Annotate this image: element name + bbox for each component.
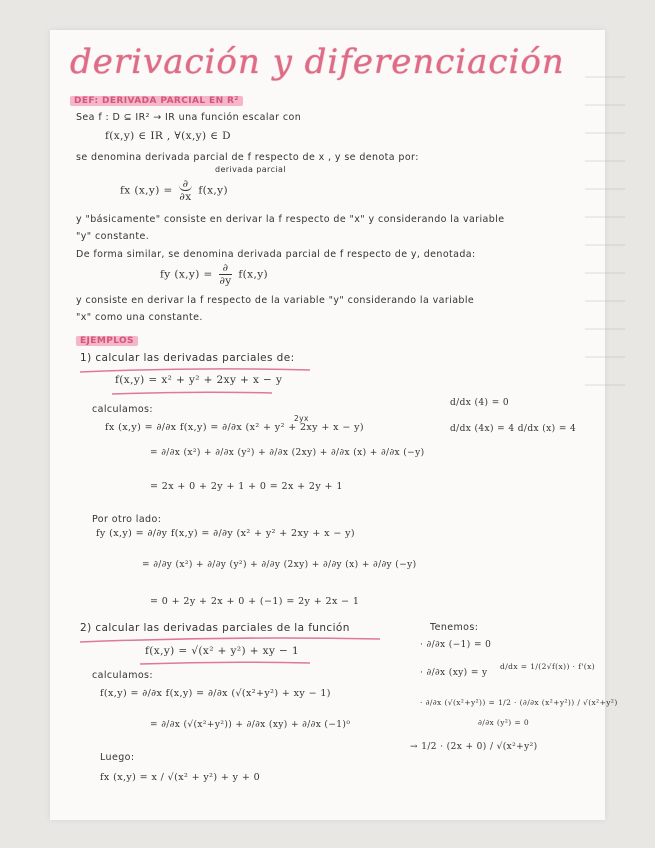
fy-line-3: = 0 + 2y + 2x + 0 + (−1) = 2y + 2x − 1 xyxy=(150,596,360,607)
show-through-lines xyxy=(585,50,625,450)
def-line-8: "x" como una constante. xyxy=(76,312,203,323)
f2-line-2: = ∂/∂x (√(x²+y²)) + ∂/∂x (xy) + ∂/∂x (−1)⁰ xyxy=(150,720,351,730)
underline-4 xyxy=(140,660,310,668)
other-side-label: Por otro lado: xyxy=(92,514,162,525)
fx-line-2: = ∂/∂x (x²) + ∂/∂x (y²) + ∂/∂x (2xy) + ∂/∂x (x) + ∂/∂x (−y) xyxy=(150,448,425,458)
fy-line-1: fy (x,y) = ∂/∂y f(x,y) = ∂/∂y (x² + y² + 2xy + x − y) xyxy=(96,528,356,539)
side-note-2: d/dx (4x) = 4 d/dx (x) = 4 xyxy=(450,424,577,434)
example-2-title: 2) calcular las derivadas parciales de la función xyxy=(80,622,350,634)
page-title: derivación y diferenciación xyxy=(70,42,565,82)
example-1-title: 1) calcular las derivadas parciales de: xyxy=(80,352,295,364)
tenemos-3: · ∂/∂x (√(x²+y²)) = 1/2 · (∂/∂x (x²+y²)) / √(x²+y²) xyxy=(420,698,618,707)
fx-line-1: fx (x,y) = ∂/∂x f(x,y) = ∂/∂x (x² + y² + 2xy + x − y) xyxy=(105,422,364,433)
tenemos-3b: ∂/∂x (y²) = 0 xyxy=(478,718,530,727)
tenemos-2: · ∂/∂x (xy) = y xyxy=(420,668,488,678)
def-formula-y: fy (x,y) = ∂ ∂y f(x,y) xyxy=(160,262,269,287)
def-annotation: derivada parcial xyxy=(215,165,286,174)
f2-line-1: f(x,y) = ∂/∂x f(x,y) = ∂/∂x (√(x²+y²) + xy − 1) xyxy=(100,688,331,699)
underline-2 xyxy=(112,390,272,398)
definition-heading: DEF: DERIVADA PARCIAL EN R² xyxy=(70,96,243,106)
tenemos-4: → 1/2 · (2x + 0) / √(x²+y²) xyxy=(410,742,538,752)
luego-label: Luego: xyxy=(100,752,135,763)
tenemos-2b: d/dx = 1/(2√f(x)) · f'(x) xyxy=(500,662,596,671)
side-note-1: d/dx (4) = 0 xyxy=(450,398,510,408)
fy-line-2: = ∂/∂y (x²) + ∂/∂y (y²) + ∂/∂y (2xy) + ∂/∂y (x) + ∂/∂y (−y) xyxy=(142,560,417,570)
calc-label-1: calculamos: xyxy=(92,404,154,415)
fx-note: 2yx xyxy=(294,414,309,423)
def-line-2: f(x,y) ∈ IR , ∀(x,y) ∈ D xyxy=(105,130,231,142)
f2-result: fx (x,y) = x / √(x² + y²) + y + 0 xyxy=(100,772,261,783)
def-line-4: y "básicamente" consiste en derivar la f respecto de "x" y considerando la variable xyxy=(76,214,505,225)
def-line-5: "y" constante. xyxy=(76,231,150,242)
tenemos-1: · ∂/∂x (−1) = 0 xyxy=(420,640,492,650)
def-line-7: y consiste en derivar la f respecto de la variable "y" considerando la variable xyxy=(76,295,475,306)
calc-label-2: calculamos: xyxy=(92,670,154,681)
tenemos-label: Tenemos: xyxy=(430,622,479,633)
def-line-1: Sea f : D ⊆ IR² → IR una función escalar con xyxy=(76,112,302,123)
fx-line-3: = 2x + 0 + 2y + 1 + 0 = 2x + 2y + 1 xyxy=(150,481,343,492)
def-line-6: De forma similar, se denomina derivada parcial de f respecto de y, denotada: xyxy=(76,249,476,260)
def-line-3: se denomina derivada parcial de f respecto de x , y se denota por: xyxy=(76,152,419,163)
def-formula-x: fx (x,y) = ∂ ∂x f(x,y) xyxy=(120,178,228,203)
example-2-function: f(x,y) = √(x² + y²) + xy − 1 xyxy=(145,645,300,657)
example-1-function: f(x,y) = x² + y² + 2xy + x − y xyxy=(115,374,283,386)
examples-heading: EJEMPLOS xyxy=(76,336,138,346)
